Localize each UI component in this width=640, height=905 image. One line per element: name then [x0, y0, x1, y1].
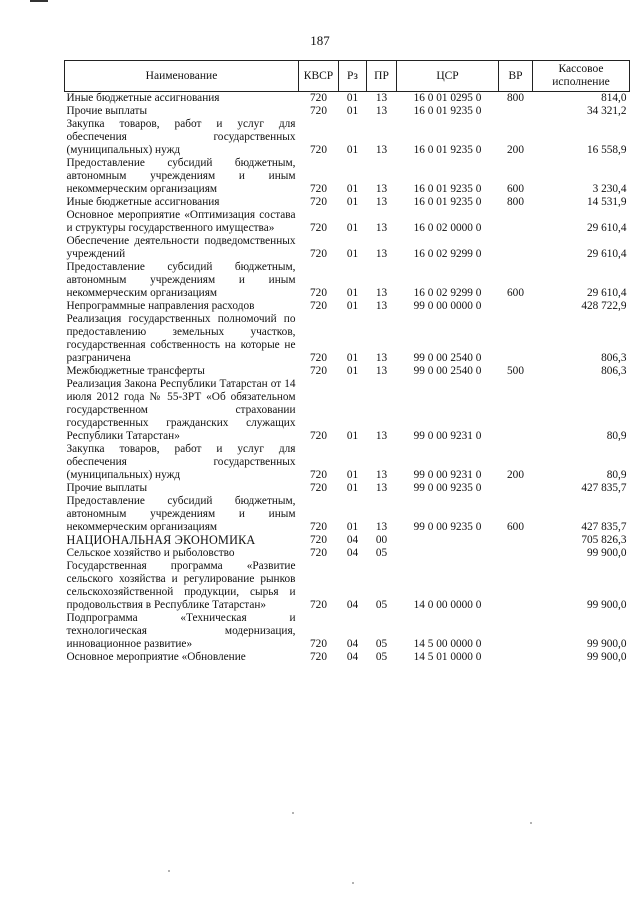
cell-csr: 14 5 00 0000 0: [413, 638, 482, 650]
cell-amount: 99 900,0: [586, 651, 627, 663]
cell-name: Предоставление субсидий бюджетным, автономным учреждениям и иным некоммерческим организациям: [66, 157, 296, 195]
cell-pr: 13: [375, 105, 388, 117]
table-body: [65, 92, 630, 665]
table-row: [65, 118, 630, 157]
cell-kvsr: 720: [310, 651, 327, 663]
cell-csr: [397, 547, 499, 560]
header-rz: Рз: [339, 61, 367, 92]
cell-name: Предоставление субсидий бюджетным, автономным учреждениям и иным некоммерческим организациям: [66, 261, 296, 299]
cell-name: Закупка товаров, работ и услуг для обеспечения государственных (муниципальных) нужд: [66, 118, 296, 156]
cell-pr: 13: [375, 144, 388, 156]
cell-name: Государственная программа «Развитие сельского хозяйства и регулирование рынков сельскохозяйственной продукции, сырья и продовольствия в Республике Татарстан»: [66, 560, 296, 611]
cell-csr: 16 0 01 9235 0: [413, 196, 482, 208]
cell-amount: 428 722,9: [581, 300, 627, 312]
cell-vr: 600: [507, 183, 524, 195]
cell-pr: 13: [375, 248, 388, 260]
cell-pr: 13: [375, 365, 388, 377]
table-row: [65, 313, 630, 365]
table-row: [65, 560, 630, 612]
cell-pr: 00: [375, 534, 388, 546]
cell-rz: 01: [346, 482, 359, 494]
cell-amount: 99 900,0: [586, 638, 627, 650]
cell-csr: 99 0 00 9235 0: [413, 482, 482, 494]
table-row: [65, 300, 630, 313]
cell-csr: 99 0 00 2540 0: [413, 365, 482, 377]
cell-csr: 16 0 01 0295 0: [413, 92, 482, 104]
cell-rz: 01: [346, 92, 359, 104]
cell-amount: 806,3: [601, 352, 627, 364]
cell-kvsr: 720: [310, 482, 327, 494]
cell-name: Прочие выплаты: [66, 482, 148, 494]
cell-name: Иные бюджетные ассигнования: [66, 196, 220, 208]
cell-amount: 16 558,9: [586, 144, 627, 156]
cell-pr: 05: [375, 599, 388, 611]
cell-csr: 14 5 01 0000 0: [413, 651, 482, 663]
cell-rz: 01: [346, 300, 359, 312]
cell-name: Подпрограмма «Техническая и технологическая модернизация, инновационное развитие»: [66, 612, 296, 650]
cell-csr: 16 0 01 9235 0: [413, 105, 482, 117]
cell-vr: 600: [507, 287, 524, 299]
cell-vr: 500: [507, 365, 524, 377]
cell-name: Межбюджетные трансферты: [66, 365, 205, 377]
cell-rz: 01: [346, 196, 359, 208]
cell-rz: 04: [346, 651, 359, 663]
cell-csr: 16 0 02 9299 0: [413, 287, 482, 299]
cell-rz: 01: [346, 183, 359, 195]
cell-amount: 29 610,4: [586, 248, 627, 260]
cell-pr: 05: [375, 547, 388, 559]
cell-vr: [499, 482, 533, 495]
cell-kvsr: 720: [310, 287, 327, 299]
cell-csr: 99 0 00 2540 0: [413, 352, 482, 364]
cell-kvsr: 720: [310, 547, 327, 559]
cell-vr: [499, 313, 533, 365]
cell-amount: 3 230,4: [592, 183, 627, 195]
cell-rz: 01: [346, 105, 359, 117]
cell-amount: 14 531,9: [586, 196, 627, 208]
cell-pr: 05: [375, 638, 388, 650]
cell-vr: 200: [507, 469, 524, 481]
cell-rz: 04: [346, 599, 359, 611]
cell-kvsr: 720: [310, 521, 327, 533]
cell-csr: 99 0 00 9231 0: [413, 430, 482, 442]
cell-rz: 01: [346, 521, 359, 533]
cell-vr: 200: [507, 144, 524, 156]
cell-amount: 814,0: [601, 92, 627, 104]
cell-kvsr: 720: [310, 534, 327, 546]
table-row: [65, 495, 630, 534]
cell-kvsr: 720: [310, 183, 327, 195]
cell-pr: 05: [375, 651, 388, 663]
table-header-row: [65, 61, 630, 92]
cell-pr: 13: [375, 469, 388, 481]
cell-name: НАЦИОНАЛЬНАЯ ЭКОНОМИКА: [66, 533, 256, 547]
page-number: 187: [310, 33, 330, 48]
cell-rz: 01: [346, 287, 359, 299]
cell-pr: 13: [375, 352, 388, 364]
cell-rz: 04: [346, 534, 359, 546]
table-row: [65, 261, 630, 300]
cell-name: Основное мероприятие «Обновление: [66, 651, 246, 663]
cell-kvsr: 720: [310, 430, 327, 442]
cell-csr: 16 0 01 9235 0: [413, 144, 482, 156]
table-row: [65, 651, 630, 664]
cell-csr: 16 0 01 9235 0: [413, 183, 482, 195]
cell-rz: 01: [346, 430, 359, 442]
header-amount: Кассовое исполнение: [533, 61, 630, 92]
cell-pr: 13: [375, 196, 388, 208]
cell-name: Основное мероприятие «Оптимизация состава и структуры государственного имущества»: [66, 209, 296, 234]
cell-vr: [499, 105, 533, 118]
cell-vr: 600: [507, 521, 524, 533]
cell-vr: [499, 235, 533, 261]
cell-kvsr: 720: [310, 599, 327, 611]
table-row: [65, 105, 630, 118]
cell-amount: 99 900,0: [586, 547, 627, 559]
cell-kvsr: 720: [310, 222, 327, 234]
cell-name: Предоставление субсидий бюджетным, автономным учреждениям и иным некоммерческим организациям: [66, 495, 296, 533]
cell-vr: [499, 378, 533, 443]
scan-speck: [530, 822, 532, 824]
header-vr: ВР: [499, 61, 533, 92]
cell-csr: 16 0 02 9299 0: [413, 248, 482, 260]
table-row: [65, 534, 630, 547]
cell-pr: 13: [375, 287, 388, 299]
table-row: [65, 482, 630, 495]
scan-speck: [292, 812, 294, 814]
cell-amount: 806,3: [601, 365, 627, 377]
cell-name: Реализация государственных полномочий по предоставлению земельных участков, государственная собственность на которые не разграничена: [66, 313, 296, 364]
cell-kvsr: 720: [310, 92, 327, 104]
cell-kvsr: 720: [310, 105, 327, 117]
cell-pr: 13: [375, 521, 388, 533]
cell-name: Реализация Закона Республики Татарстан от 14 июля 2012 года № 55-ЗРТ «Об обязательном государственном страховании государственных гражданских служащих Республики Татарстан»: [66, 378, 296, 442]
cell-amount: 34 321,2: [586, 105, 627, 117]
header-name: Наименование: [65, 61, 299, 92]
scan-speck: [352, 882, 354, 884]
cell-csr: 99 0 00 9231 0: [413, 469, 482, 481]
cell-amount: 705 826,3: [581, 534, 627, 546]
cell-kvsr: 720: [310, 248, 327, 260]
cell-name: Прочие выплаты: [66, 105, 148, 117]
table-row: [65, 196, 630, 209]
cell-pr: 13: [375, 300, 388, 312]
cell-pr: 13: [375, 482, 388, 494]
cell-rz: 01: [346, 365, 359, 377]
header-kvsr: КВСР: [299, 61, 339, 92]
cell-amount: 29 610,4: [586, 287, 627, 299]
cell-vr: [499, 300, 533, 313]
cell-csr: 14 0 00 0000 0: [413, 599, 482, 611]
cell-vr: [499, 612, 533, 651]
cell-vr: [499, 560, 533, 612]
table-row: [65, 365, 630, 378]
cell-csr: 99 0 00 0000 0: [413, 300, 482, 312]
cell-pr: 13: [375, 92, 388, 104]
cell-vr: 800: [507, 92, 524, 104]
cell-rz: 01: [346, 222, 359, 234]
cell-vr: 800: [507, 196, 524, 208]
cell-pr: 13: [375, 430, 388, 442]
cell-kvsr: 720: [310, 469, 327, 481]
cell-name: Иные бюджетные ассигнования: [66, 92, 220, 104]
scan-corner-mark: [30, 0, 48, 2]
cell-pr: 13: [375, 222, 388, 234]
table-row: [65, 157, 630, 196]
table-row: [65, 443, 630, 482]
cell-kvsr: 720: [310, 352, 327, 364]
cell-rz: 04: [346, 638, 359, 650]
table-row: [65, 92, 630, 106]
cell-amount: 99 900,0: [586, 599, 627, 611]
cell-vr: [499, 547, 533, 560]
cell-rz: 01: [346, 469, 359, 481]
cell-kvsr: 720: [310, 300, 327, 312]
cell-vr: [499, 209, 533, 235]
cell-kvsr: 720: [310, 196, 327, 208]
cell-rz: 01: [346, 248, 359, 260]
table-row: [65, 547, 630, 560]
header-pr: ПР: [367, 61, 397, 92]
scan-speck: [168, 870, 170, 872]
cell-name: Закупка товаров, работ и услуг для обеспечения государственных (муниципальных) нужд: [66, 443, 296, 481]
table-row: [65, 612, 630, 651]
cell-name: Обеспечение деятельности подведомственных учреждений: [66, 235, 296, 260]
cell-amount: 427 835,7: [581, 521, 627, 533]
cell-name: Непрограммные направления расходов: [66, 300, 255, 312]
header-csr: ЦСР: [397, 61, 499, 92]
cell-kvsr: 720: [310, 144, 327, 156]
budget-execution-table: [64, 60, 630, 664]
cell-pr: 13: [375, 183, 388, 195]
table-row: [65, 378, 630, 443]
cell-kvsr: 720: [310, 638, 327, 650]
cell-csr: 16 0 02 0000 0: [413, 222, 482, 234]
cell-kvsr: 720: [310, 365, 327, 377]
table-row: [65, 209, 630, 235]
cell-rz: 01: [346, 352, 359, 364]
cell-amount: 29 610,4: [586, 222, 627, 234]
cell-rz: 01: [346, 144, 359, 156]
cell-amount: 427 835,7: [581, 482, 627, 494]
cell-vr: [499, 534, 533, 547]
cell-vr: [499, 651, 533, 664]
cell-rz: 04: [346, 547, 359, 559]
cell-amount: 80,9: [606, 469, 627, 481]
cell-amount: 80,9: [606, 430, 627, 442]
table-row: [65, 235, 630, 261]
cell-csr: [397, 534, 499, 547]
cell-csr: 99 0 00 9235 0: [413, 521, 482, 533]
cell-name: Сельское хозяйство и рыболовство: [66, 547, 235, 559]
